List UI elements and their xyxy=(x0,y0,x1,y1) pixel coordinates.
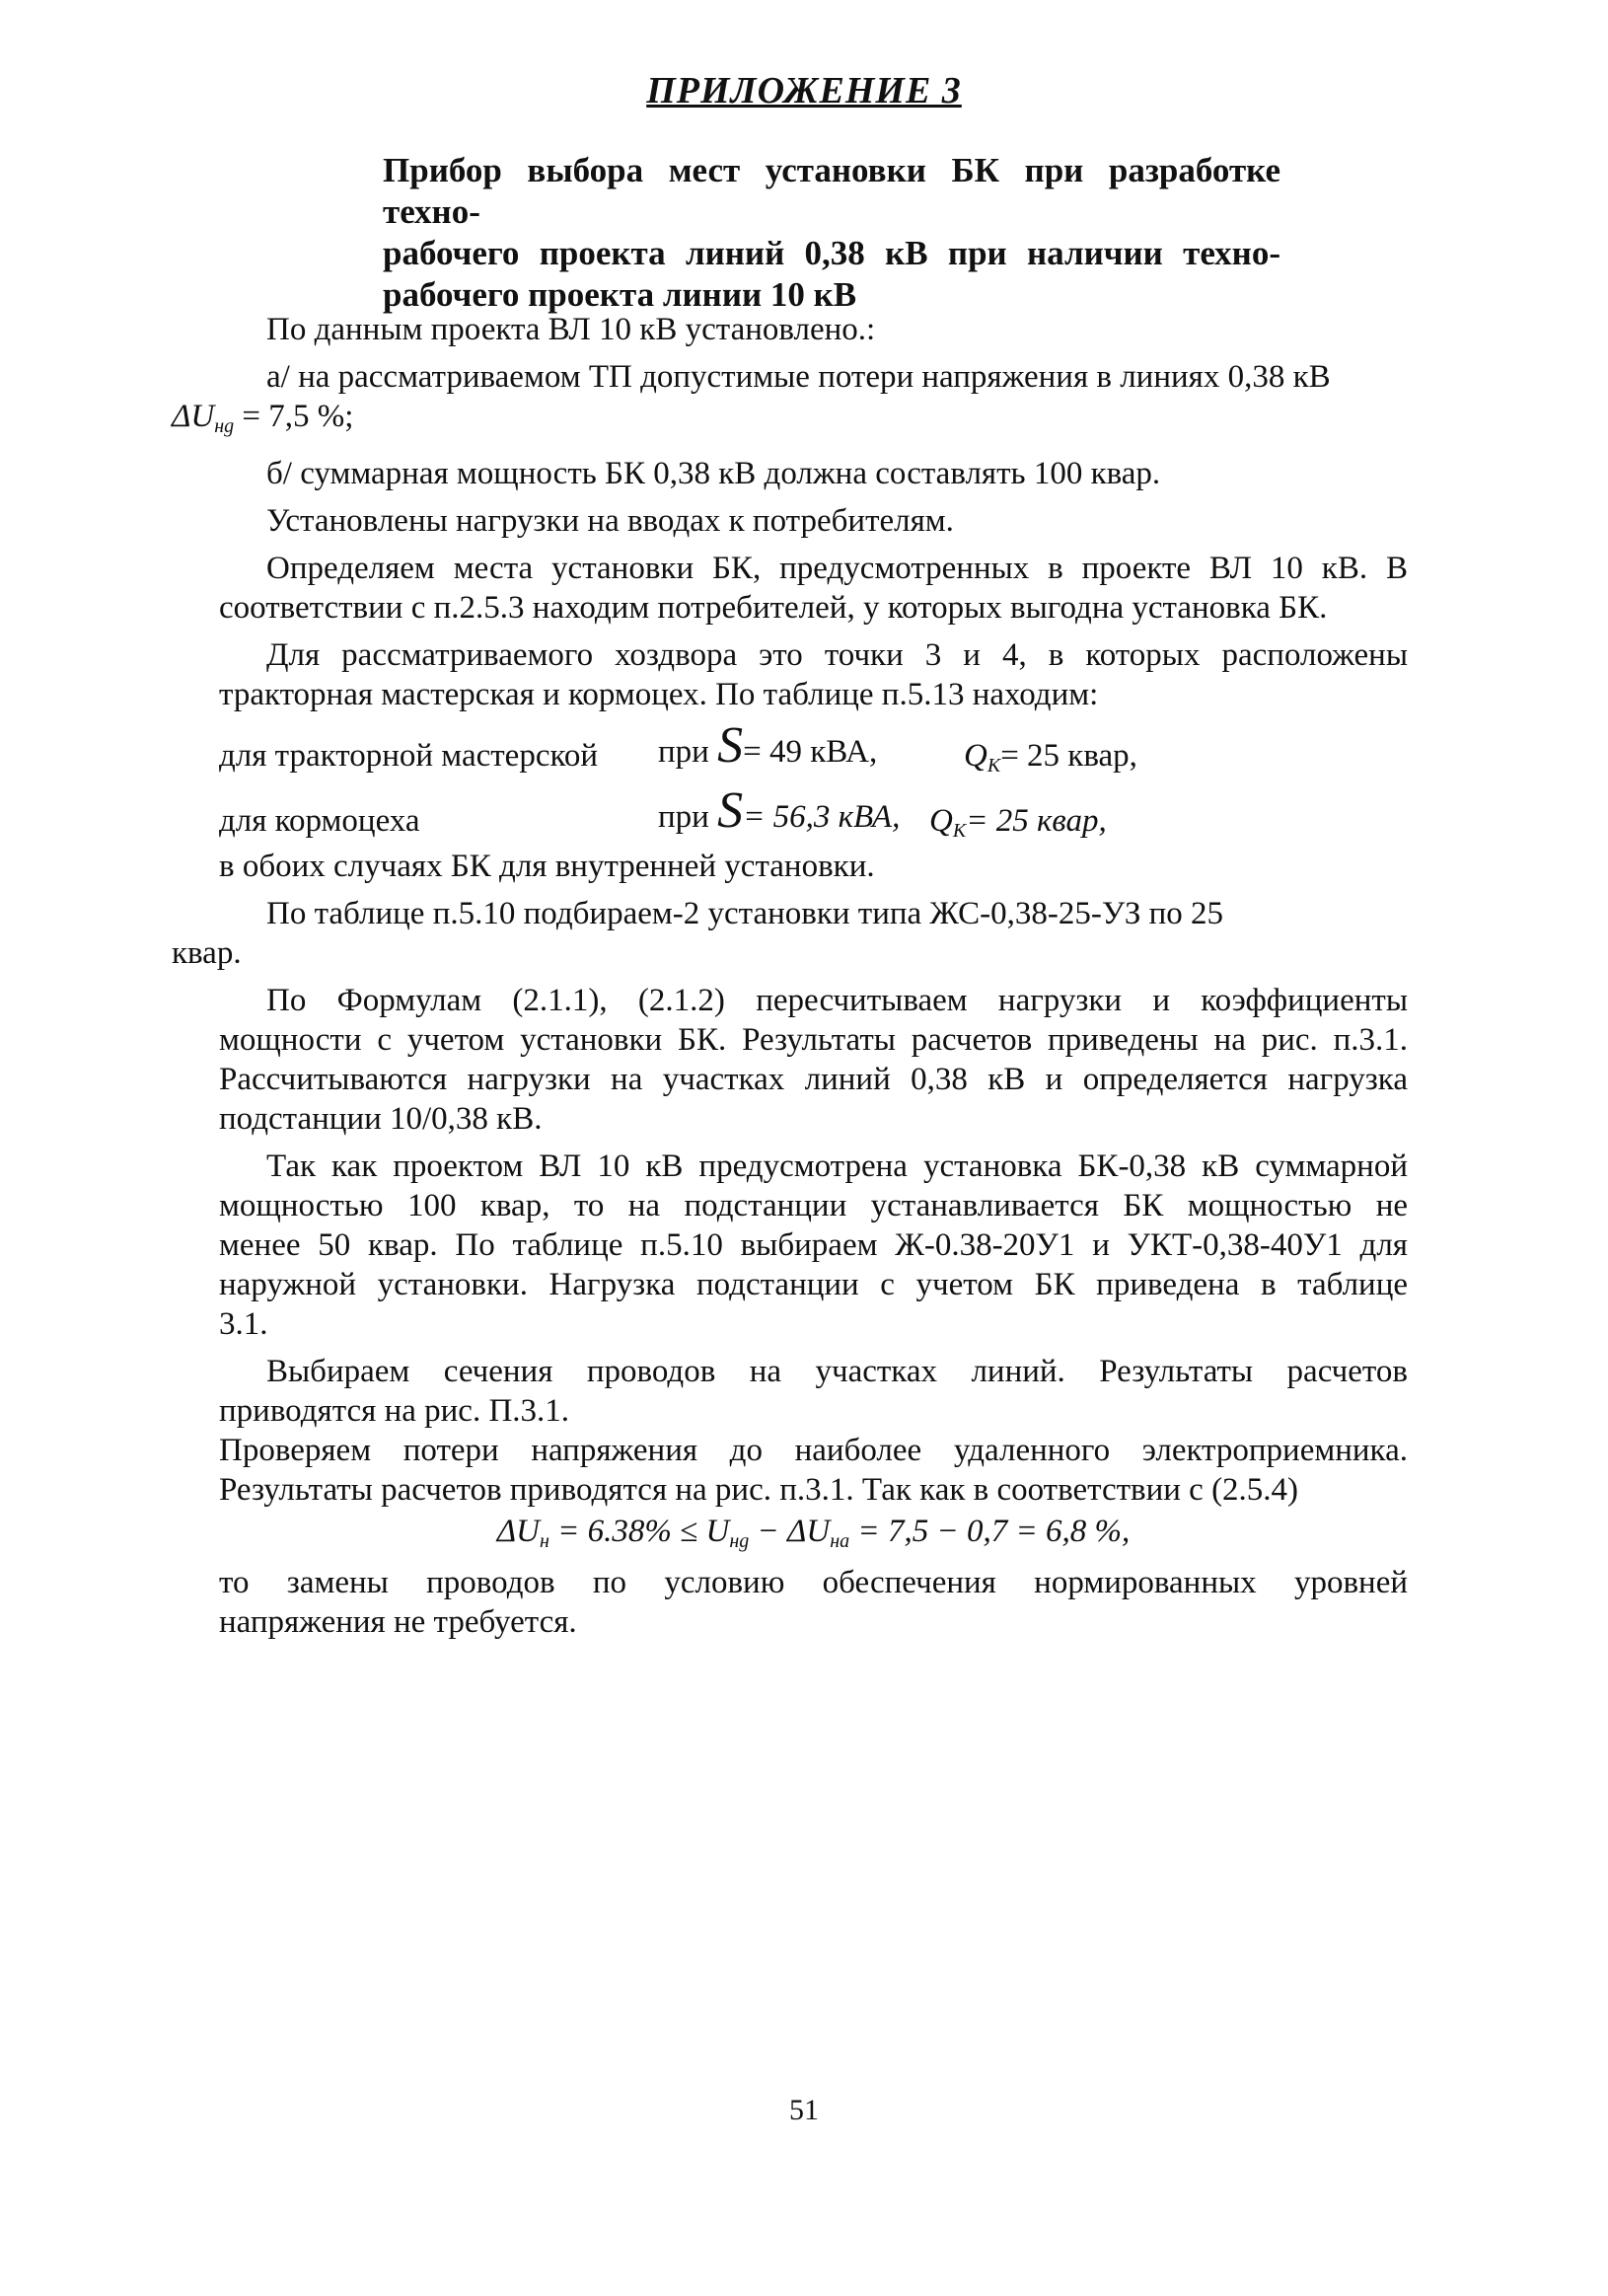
consumer-row xyxy=(219,782,1408,847)
consumer-name: для тракторной мастерской xyxy=(219,738,598,774)
consumer-reactive xyxy=(929,801,1107,851)
pri-label: при xyxy=(658,799,709,835)
formula-part: = 6.38% ≤ U xyxy=(548,1514,730,1549)
q-value: = 25 квар, xyxy=(966,803,1107,839)
text-line: менее 50 квар. По таблице п.5.10 выбираем Ж-0.38-20У1 и УКТ-0,38-40У1 для xyxy=(219,1227,1408,1263)
item-a-value: = 7,5 %; xyxy=(242,399,354,434)
heading-line: Прибор выбора мест установки БК при разработке техно- xyxy=(383,151,1280,231)
text-line: Выбираем сечения проводов на участках линий. Результаты расчетов xyxy=(266,1354,1408,1389)
paragraph-sections xyxy=(219,1352,1408,1431)
formula-part: ΔU xyxy=(496,1514,540,1549)
text-line: приводятся на рис. П.3.1. xyxy=(219,1393,570,1429)
subscript: K xyxy=(952,820,967,842)
voltage-loss-formula xyxy=(219,1512,1408,1561)
paragraph-yard xyxy=(219,635,1408,714)
text-line: мощностью 100 квар, то на подстанции устанавливается БК мощностью не xyxy=(219,1188,1408,1223)
paragraph-check xyxy=(219,1431,1408,1510)
heading-line: рабочего проекта линий 0,38 кВ при наличии техно- xyxy=(383,234,1280,272)
text-line: то замены проводов по условию обеспечения нормированных уровней xyxy=(219,1565,1408,1600)
q-symbol: Q xyxy=(929,803,953,839)
q-symbol: Q xyxy=(964,738,987,774)
paragraph-formulas xyxy=(219,981,1408,1139)
text-line: Проверяем потери напряжения до наиболее удаленного электроприемника. xyxy=(219,1433,1408,1468)
item-b: б/ суммарная мощность БК 0,38 кВ должна составлять 100 квар. xyxy=(266,456,1161,491)
formula-part: = 7,5 − 0,7 = 6,8 %, xyxy=(849,1514,1131,1549)
consumer-power xyxy=(658,782,901,839)
subscript: нg xyxy=(214,415,235,437)
text-line: соответствии с п.2.5.3 находим потребителей, у которых выгодна установка БК. xyxy=(219,590,1328,626)
item-a-formula xyxy=(172,397,353,446)
text-line: подстанции 10/0,38 кВ. xyxy=(219,1101,543,1137)
text-line: напряжения не требуется. xyxy=(219,1604,577,1640)
text-line: Для рассматриваемого хоздвора это точки 3 и 4, в которых расположены xyxy=(266,637,1408,673)
text-line: мощности с учетом установки БК. Результаты расчетов приведены на рис. п.3.1. xyxy=(219,1022,1408,1058)
text-line: Результаты расчетов приводятся на рис. п.3.1. Так как в соответствии с (2.5.4) xyxy=(219,1472,1299,1508)
appendix-title: ПРИЛОЖЕНИЕ 3 xyxy=(646,70,962,111)
text-line: Так как проектом ВЛ 10 кВ предусмотрена установка БК-0,38 кВ суммарной xyxy=(266,1148,1408,1184)
text-line: квар. xyxy=(172,935,242,971)
paragraph-table-510 xyxy=(172,894,1408,973)
text-line: По Формулам (2.1.1), (2.1.2) пересчитываем нагрузки и коэффициенты xyxy=(266,983,1408,1018)
section-heading xyxy=(383,150,1280,316)
delta-u-symbol: ΔU xyxy=(172,399,215,434)
s-symbol: S xyxy=(717,717,744,774)
s-value: = 56,3 кВА, xyxy=(743,799,901,835)
heading-line: рабочего проекта линии 10 кВ xyxy=(383,275,857,314)
paragraph-intro: По данным проекта ВЛ 10 кВ установлено.: xyxy=(266,312,876,347)
paragraph-project xyxy=(219,1147,1408,1344)
paragraph-both: в обоих случаях БК для внутренней установки. xyxy=(219,849,875,884)
consumer-reactive xyxy=(964,736,1137,785)
text-line: Определяем места установки БК, предусмотренных в проекте ВЛ 10 кВ. В xyxy=(266,551,1408,586)
consumer-power xyxy=(658,717,878,774)
paragraph-determine xyxy=(219,549,1408,628)
pri-label: при xyxy=(658,734,709,770)
paragraph-conclusion xyxy=(219,1563,1408,1642)
text-line: 3.1. xyxy=(219,1306,268,1342)
text-line: тракторная мастерская и кормоцех. По таблице п.5.13 находим: xyxy=(219,677,1099,712)
page-number: 51 xyxy=(789,2094,819,2126)
subscript: на xyxy=(830,1530,850,1552)
consumer-name: для кормоцеха xyxy=(219,803,420,839)
paragraph-loads: Установлены нагрузки на вводах к потребителям. xyxy=(266,503,954,539)
subscript: K xyxy=(987,755,1001,777)
subscript: н xyxy=(539,1530,549,1552)
q-value: = 25 квар, xyxy=(1000,738,1137,774)
text-line: По таблице п.5.10 подбираем-2 установки типа ЖС-0,38-25-УЗ по 25 xyxy=(266,896,1224,931)
text-line: Рассчитываются нагрузки на участках линий 0,38 кВ и определяется нагрузка xyxy=(219,1062,1408,1097)
subscript: нg xyxy=(729,1530,750,1552)
text-line: наружной установки. Нагрузка подстанции с учетом БК приведена в таблице xyxy=(219,1267,1408,1302)
s-value: = 49 кВА, xyxy=(743,734,878,770)
s-symbol: S xyxy=(717,782,744,839)
consumer-row xyxy=(219,717,1408,781)
item-a-text: а/ на рассматриваемом ТП допустимые потери напряжения в линиях 0,38 кВ xyxy=(266,359,1331,395)
formula-part: − ΔU xyxy=(749,1514,831,1549)
